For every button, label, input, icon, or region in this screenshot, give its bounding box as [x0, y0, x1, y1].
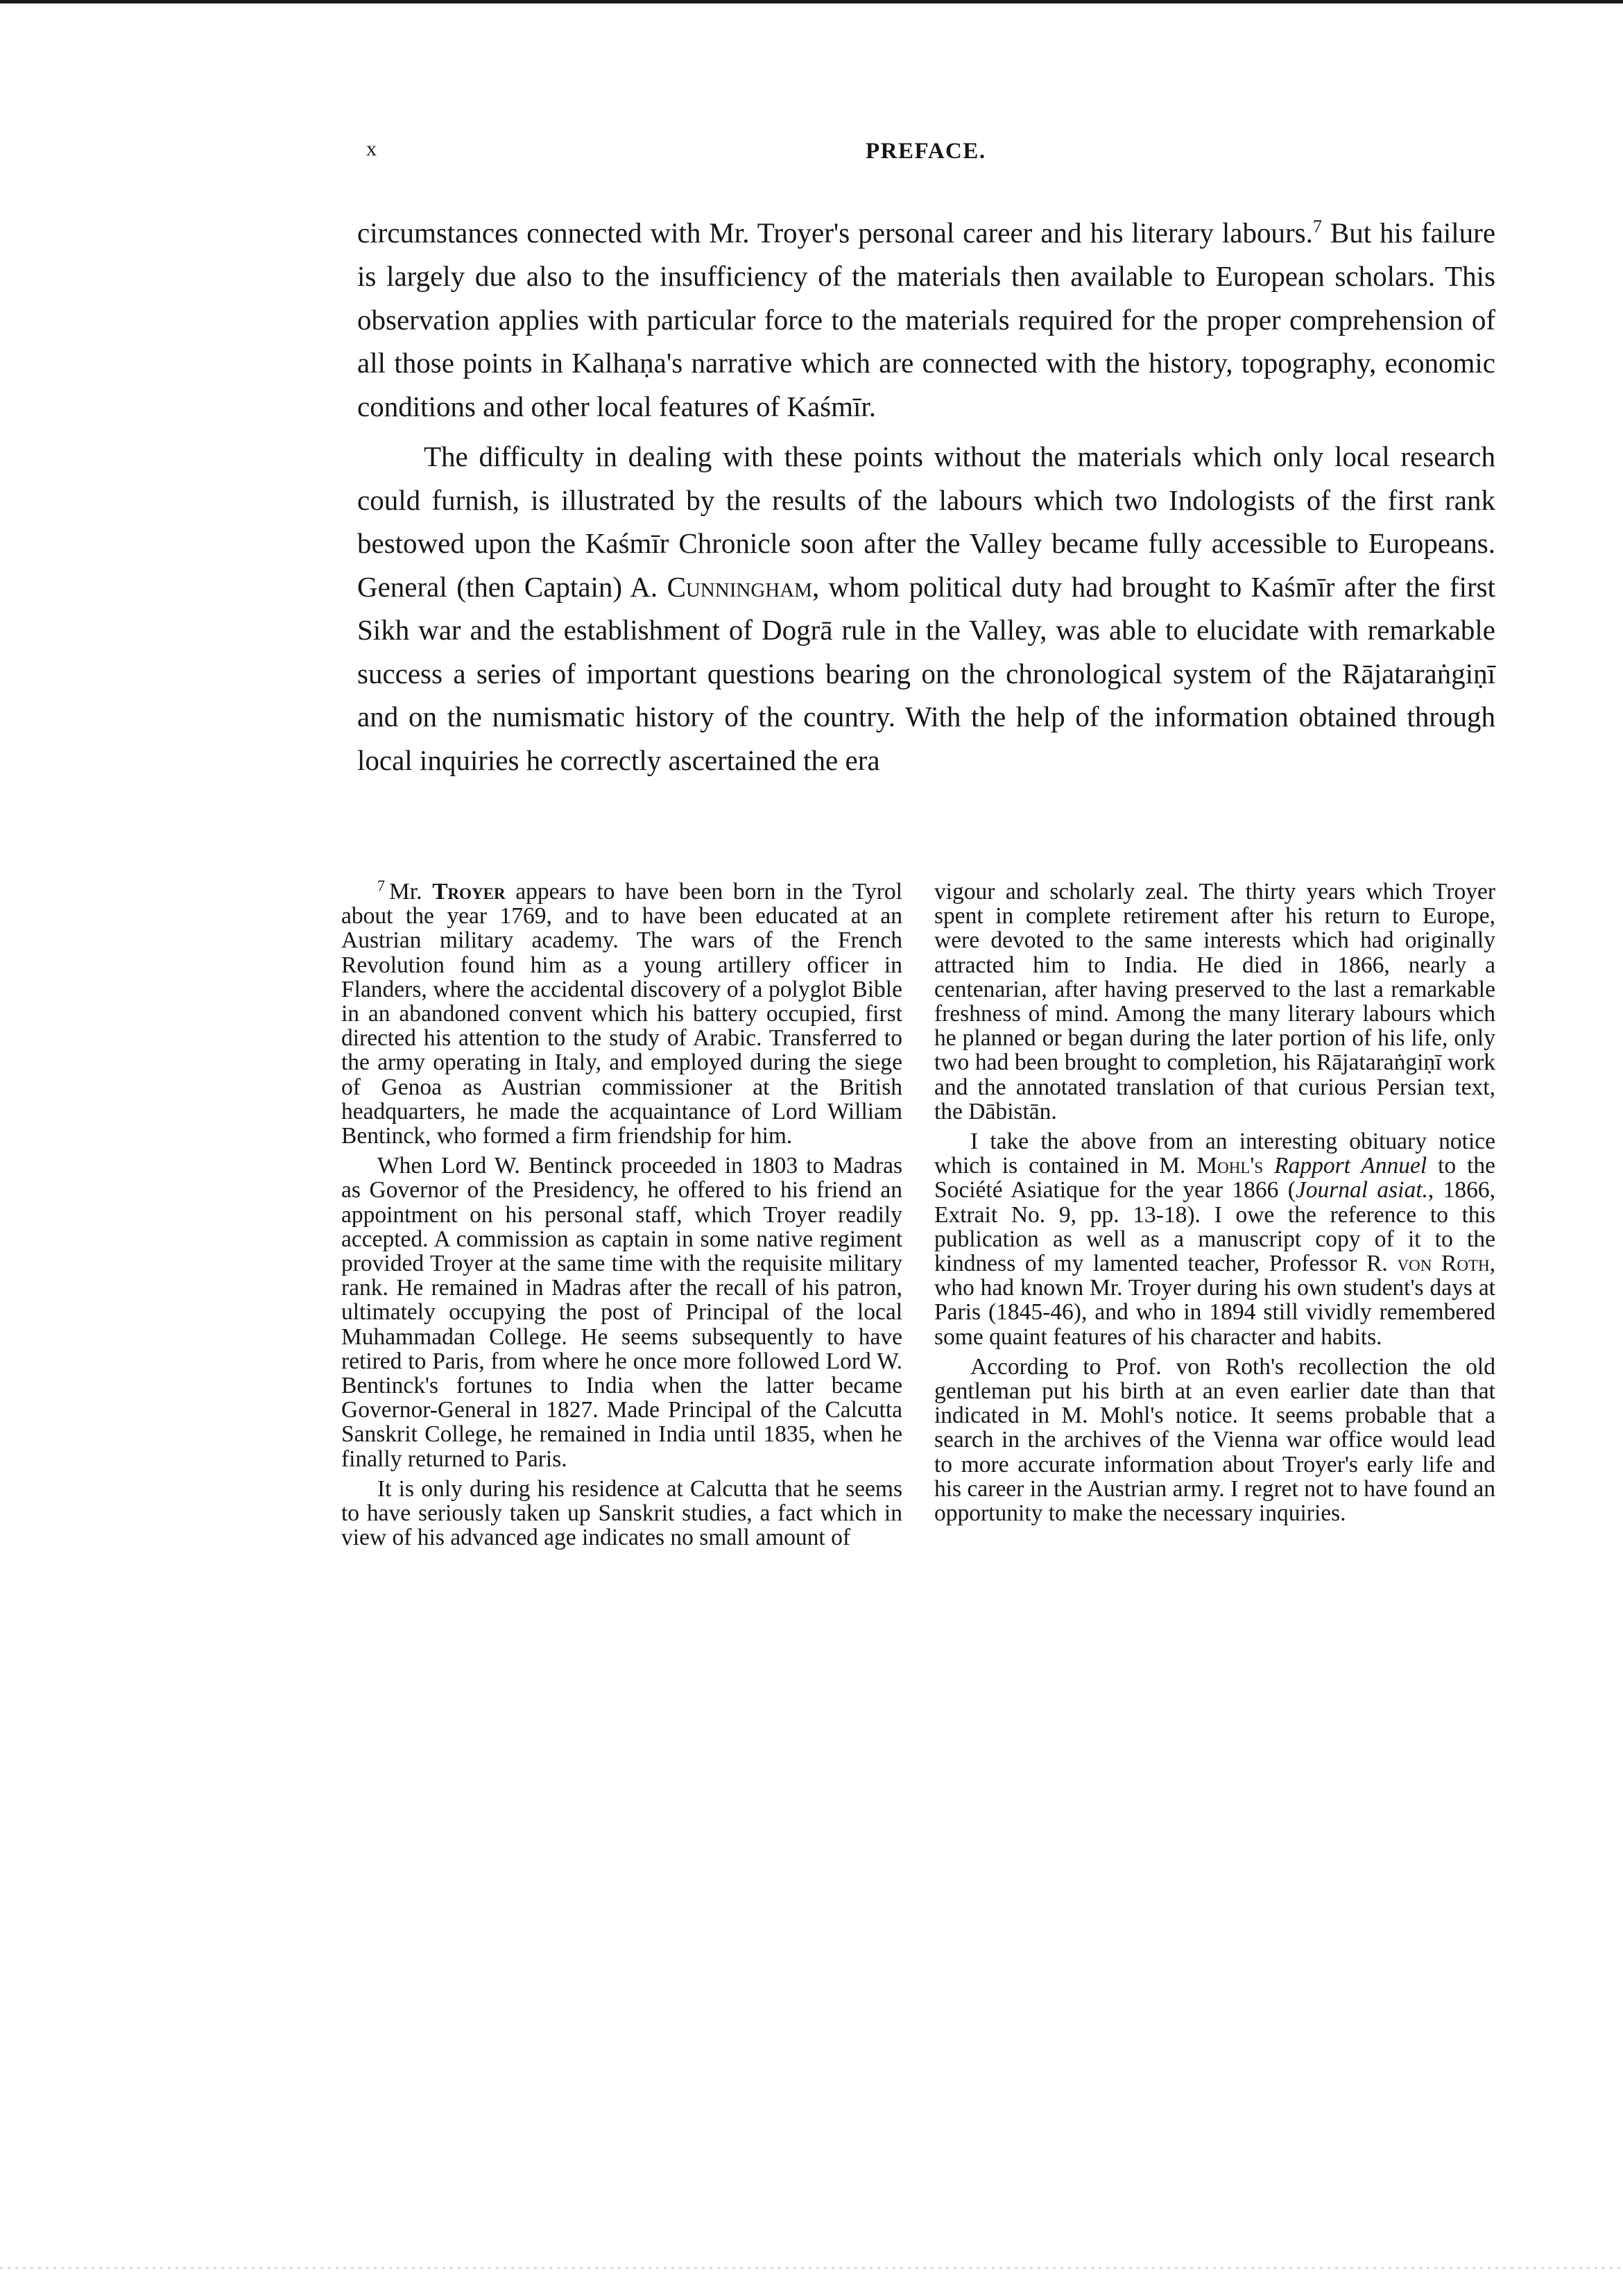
main-text — [357, 205, 1495, 782]
footnote-paragraph-3: It is only during his residence at Calcutta that he seems to have seriously taken up Sanskrit studies, a fact which in view of his advanced age indicates no small amount of — [341, 1475, 902, 1551]
paragraph-2 — [357, 435, 1495, 782]
footnote-paragraph-1 — [341, 877, 902, 1149]
footnote-column-right — [934, 880, 1495, 1550]
name-troyer: Troyer — [432, 879, 506, 905]
name-cunningham: Cunningham — [667, 570, 812, 603]
footnote-ref-7: 7 — [1312, 216, 1322, 237]
paragraph-1 — [357, 205, 1495, 428]
scan-edge-artifact — [0, 2267, 1623, 2269]
footnotes — [341, 877, 1496, 1551]
footnote-paragraph-2: When Lord W. Bentinck proceeded in 1803 to Madras as Governor of the Presidency, he offered to his friend an appointment on his personal staff, which Troyer readily accepted. A commission as captain in some native regiment provided Troyer at the same time with the requisite military rank. He remained in Madras after the recall of his patron, ultimately occupying the post of Principal of the local Muhammadan College. He seems subsequently to have retired to Paris, from where he once more followed Lord W. Bentinck's fortunes to India when the latter became Governor-General in 1827. Made Principal of the Calcutta Sanskrit College, he remained in India until 1835, when he finally returned to Paris. — [341, 1153, 902, 1472]
title-rapport-annuel: Rapport Annuel — [1274, 1153, 1427, 1179]
footnote-paragraph-6: According to Prof. von Roth's recollection the old gentleman put his birth at an even earlier date than that indicated in M. Mohl's notice. It seems probable that a search in the archives of the Vienna war office would lead to more accurate information about Troyer's early life and his career in the Austrian army. I regret not to have found an opportunity to make the necessary inquiries. — [934, 1353, 1495, 1527]
footnote-text: appears to have been born in the Tyrol about the year 1769, and to have been educated at an Austrian military academy. The wars of the French Revolution found him as a young artillery officer in Flanders, where the accidental discovery of a polyglot Bible in an abandoned convent which his battery occupied, first directed his attention to the study of Arabic. Transferred to the army operating in Italy, and employed during the siege of Genoa as Austrian commissioner at the British headquarters, he made the acquaintance of Lord William Bentinck, who formed a firm friendship for him. — [341, 879, 902, 1149]
footnote-column-left — [341, 877, 902, 1551]
name-von-roth: von Roth — [1397, 1251, 1490, 1277]
name-mohl: Mohl's — [1196, 1153, 1264, 1179]
footnote-paragraph-4: vigour and scholarly zeal. The thirty years which Troyer spent in complete retirement after his return to Europe, were devoted to the same interests which had originally attracted him to India. He died in 1866, nearly a centenarian, after having preserved to the last a remarkable freshness of mind. Among the many literary labours which he planned or began during the later portion of his life, only two had been brought to completion, his Rājataraṅgiṇī work and the annotated translation of that curious Persian text, the Dābistān. — [934, 879, 1495, 1124]
paragraph-1-continued: But his failure is largely due also to the insufficiency of the materials then available to European scholars. This observation applies with particular force to the materials required for the proper comprehension of all those points in Kalhaṇa's narrative which are connected with the history, topography, economic conditions and other local features of Kaśmīr. — [357, 216, 1496, 422]
paragraph-2-text-a: The difficulty in dealing with these points without the materials which only local research could furnish, is illustrated by the results of the labours which two Indologists of the first rank bestowed upon the Kaśmīr Chronicle soon after the Valley became fully accessible to Europeans. General (then Captain) A. — [357, 440, 1495, 603]
top-border-line — [0, 0, 1623, 3]
footnote-paragraph-5 — [934, 1129, 1495, 1349]
title-journal-asiat: Journal asiat. — [1295, 1177, 1428, 1203]
footnote-text: to the Société Asiatique for the year 1866 ( — [934, 1153, 1496, 1203]
footnote-text: , who had known Mr. Troyer during his own student's days at Paris (1845-46), and who in 1894 still vividly remembered some quaint features of his character and habits. — [934, 1251, 1495, 1350]
footnote-number: 7 — [377, 877, 385, 894]
running-head: PREFACE. — [866, 139, 986, 164]
footnote-text: I take the above from an interesting obituary notice which is contained in M. — [934, 1129, 1495, 1179]
page-number: x — [366, 137, 377, 160]
paragraph-1-text: circumstances connected with Mr. Troyer's personal career and his literary labours. — [357, 216, 1313, 249]
footnote-text: Mr. — [389, 879, 433, 905]
paragraph-2-text-b: , whom political duty had brought to Kaśmīr after the first Sikh war and the establishment of Dogrā rule in the Valley, was able to elucidate with remarkable success a series of important questions bearing on the chronological system of the Rājataraṅgiṇī and on the numismatic history of the country. With the help of the information obtained through local inquiries he correctly ascertained the era — [357, 570, 1495, 776]
footnote-text: , 1866, Extrait No. 9, pp. 13-18). I owe the reference to this publication as well as a manuscript copy of it to the kindness of my lamented teacher, Professor R. — [934, 1177, 1495, 1277]
footnote-text — [1263, 1153, 1274, 1179]
